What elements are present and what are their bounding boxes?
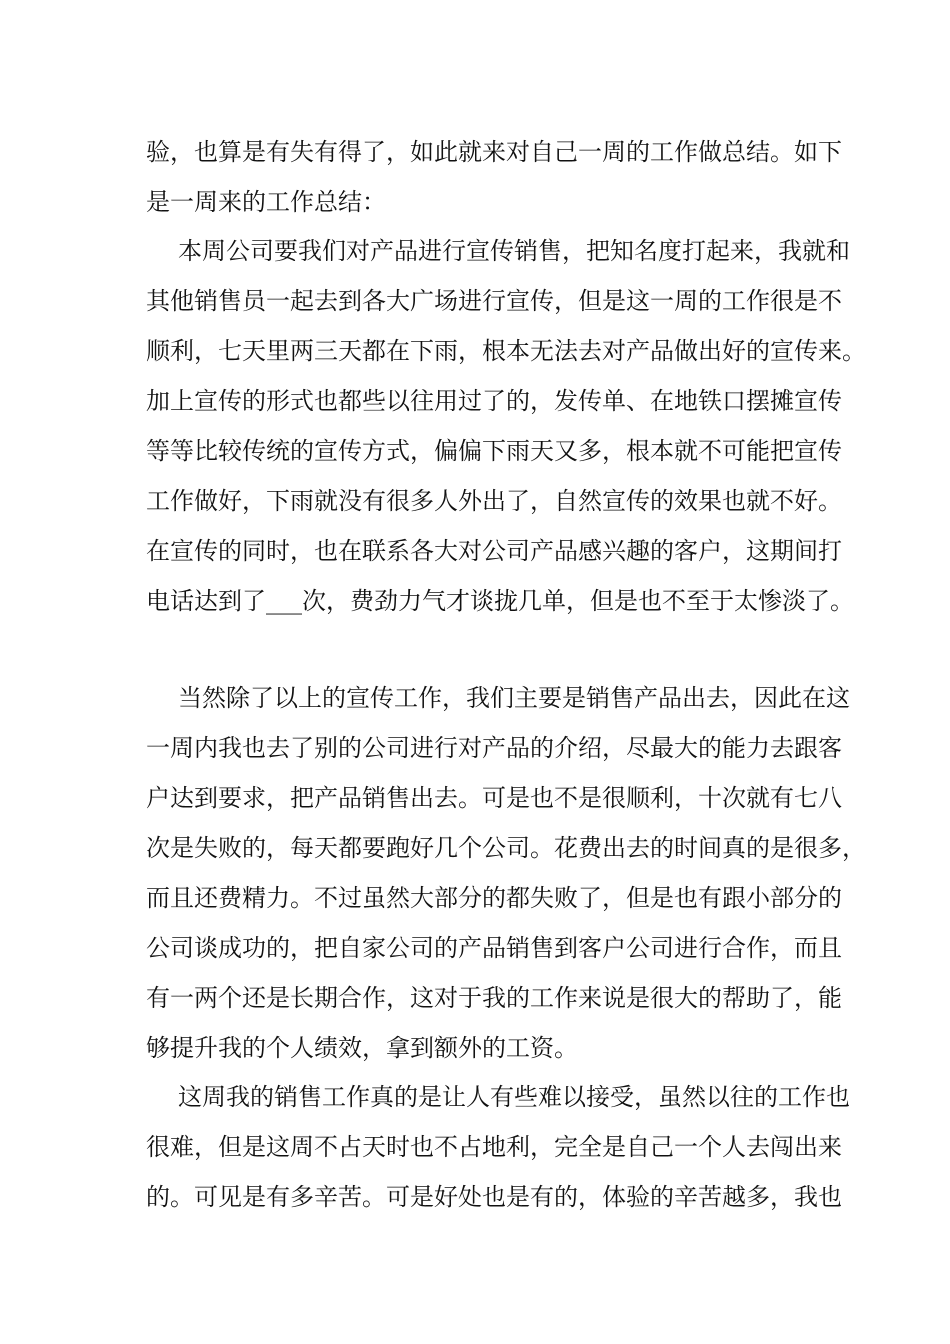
text-line: 一周内我也去了别的公司进行对产品的介绍，尽最大的能力去跟客 bbox=[146, 734, 842, 762]
text-line: 是一周来的工作总结： bbox=[146, 188, 386, 216]
text-line: 公司谈成功的，把自家公司的产品销售到客户公司进行合作，而且 bbox=[146, 934, 842, 962]
paragraph-sales bbox=[146, 673, 866, 1073]
text-line: 顺利，七天里两三天都在下雨，根本无法去对产品做出好的宣传来。 bbox=[146, 337, 866, 365]
text-line: 工作做好，下雨就没有很多人外出了，自然宣传的效果也就不好。 bbox=[146, 487, 842, 515]
text-line: 这周我的销售工作真的是让人有些难以接受，虽然以往的工作也 bbox=[178, 1083, 850, 1111]
text-line: 当然除了以上的宣传工作，我们主要是销售产品出去，因此在这 bbox=[178, 684, 850, 712]
text-line: 电话达到了___次，费劲力气才谈拢几单，但是也不至于太惨淡了。 bbox=[146, 587, 854, 615]
paragraph-reflection bbox=[146, 1072, 850, 1222]
paragraph-promotion bbox=[146, 226, 866, 626]
text-line: 户达到要求，把产品销售出去。可是也不是很顺利，十次就有七八 bbox=[146, 784, 842, 812]
text-line: 够提升我的个人绩效，拿到额外的工资。 bbox=[146, 1034, 578, 1062]
text-line: 有一两个还是长期合作，这对于我的工作来说是很大的帮助了，能 bbox=[146, 984, 842, 1012]
text-line: 本周公司要我们对产品进行宣传销售，把知名度打起来，我就和 bbox=[178, 237, 850, 265]
text-line: 而且还费精力。不过虽然大部分的都失败了，但是也有跟小部分的 bbox=[146, 884, 842, 912]
text-line: 在宣传的同时，也在联系各大对公司产品感兴趣的客户，这期间打 bbox=[146, 537, 842, 565]
text-line: 其他销售员一起去到各大广场进行宣传，但是这一周的工作很是不 bbox=[146, 287, 842, 315]
text-line: 验，也算是有失有得了，如此就来对自己一周的工作做总结。如下 bbox=[146, 138, 842, 166]
text-line: 次是失败的，每天都要跑好几个公司。花费出去的时间真的是很多， bbox=[146, 834, 866, 862]
text-line: 的。可见是有多辛苦。可是好处也是有的，体验的辛苦越多，我也 bbox=[146, 1183, 842, 1211]
text-line: 很难，但是这周不占天时也不占地利，完全是自己一个人去闯出来 bbox=[146, 1133, 842, 1161]
text-line: 加上宣传的形式也都些以往用过了的，发传单、在地铁口摆摊宣传 bbox=[146, 387, 842, 415]
text-line: 等等比较传统的宣传方式，偏偏下雨天又多，根本就不可能把宣传 bbox=[146, 437, 842, 465]
paragraph-continuation bbox=[146, 127, 842, 227]
